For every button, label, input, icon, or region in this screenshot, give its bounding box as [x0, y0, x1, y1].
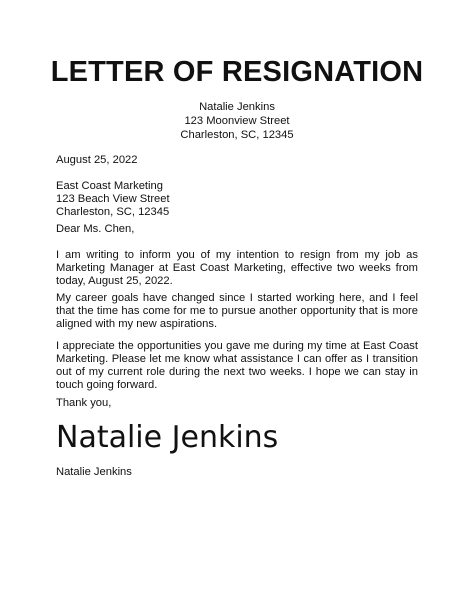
sender-address: [0, 100, 474, 142]
letter-title: LETTER OF RESIGNATION: [50, 56, 424, 88]
body-paragraph-3: I appreciate the opportunities you gave me during my time at East Coast Marketing. Please let me know what assistance I can offer as I transition out of my current role during the next two weeks. I hope we can stay in touch going forward.: [56, 340, 418, 391]
recipient-city: Charleston, SC, 12345: [56, 206, 170, 218]
body-paragraph-1: I am writing to inform you of my intention to resign from my job as Marketing Manager at East Coast Marketing, effective two weeks from today, August 25, 2022.: [56, 249, 418, 287]
salutation: Dear Ms. Chen,: [56, 223, 135, 235]
recipient-street: 123 Beach View Street: [56, 193, 170, 205]
closing: Thank you,: [56, 397, 112, 409]
recipient-company: East Coast Marketing: [56, 180, 163, 192]
signature: Natalie Jenkins: [56, 420, 279, 455]
sender-street: 123 Moonview Street: [184, 115, 290, 127]
sender-city: Charleston, SC, 12345: [180, 129, 294, 141]
letter-date: August 25, 2022: [56, 154, 138, 166]
body-paragraph-2: My career goals have changed since I started working here, and I feel that the time has come for me to pursue another opportunity that is more aligned with my new aspirations.: [56, 292, 418, 330]
sender-name: Natalie Jenkins: [199, 101, 275, 113]
recipient-address: [56, 180, 418, 219]
printed-name: Natalie Jenkins: [56, 466, 132, 478]
